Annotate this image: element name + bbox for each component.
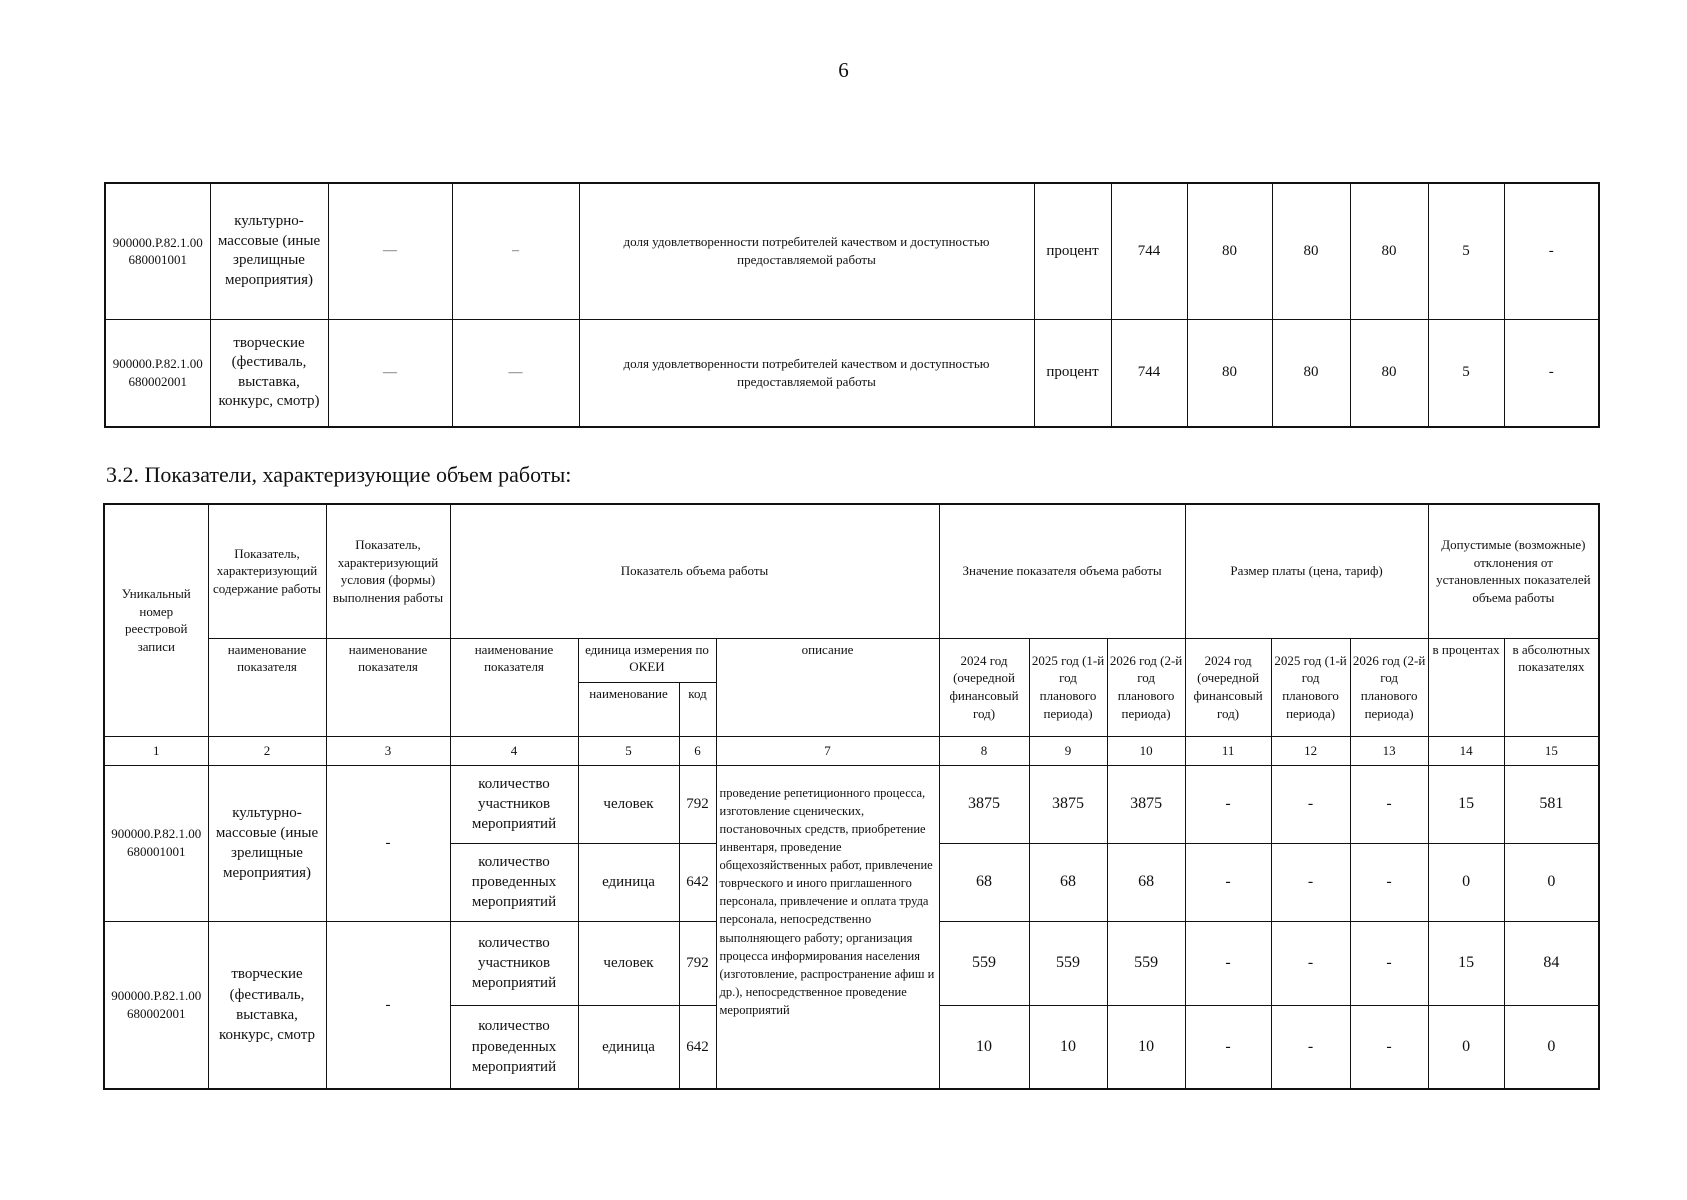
unit-name: процент	[1034, 319, 1111, 427]
fee-2026: -	[1350, 921, 1428, 1005]
deviation-percent: 5	[1428, 319, 1504, 427]
value-2024: 80	[1187, 183, 1272, 319]
value-2025: 68	[1029, 843, 1107, 921]
header-in-percent: в процентах	[1428, 638, 1504, 736]
value-2025: 80	[1272, 183, 1350, 319]
volume-indicator-name: количество участников мероприятий	[450, 921, 578, 1005]
okei-code: 744	[1111, 319, 1187, 427]
okei-code: 744	[1111, 183, 1187, 319]
header-year-2026: 2026 год (2-й год планового периода)	[1107, 638, 1185, 736]
value-2026: 80	[1350, 183, 1428, 319]
header-year-2025: 2025 год (1-й год планового периода)	[1029, 638, 1107, 736]
header-condition-indicator: Показатель, характеризующий условия (формы) выполнения работы	[326, 504, 450, 638]
column-number: 11	[1185, 736, 1271, 765]
fee-2024: -	[1185, 1005, 1271, 1089]
deviation-absolute: 84	[1504, 921, 1599, 1005]
value-2025: 80	[1272, 319, 1350, 427]
header-fee: Размер платы (цена, тариф)	[1185, 504, 1428, 638]
value-2026: 80	[1350, 319, 1428, 427]
condition-indicator: –	[452, 183, 579, 319]
content-indicator: творческие (фестиваль, выставка, конкурс, смотр)	[210, 319, 328, 427]
column-numbers-row	[104, 736, 1599, 765]
fee-2026: -	[1350, 1005, 1428, 1089]
volume-indicator-name: количество проведенных мероприятий	[450, 843, 578, 921]
header-volume-indicator: Показатель объема работы	[450, 504, 939, 638]
header-row	[104, 504, 1599, 638]
deviation-percent: 5	[1428, 183, 1504, 319]
fee-2025: -	[1271, 843, 1350, 921]
quality-indicators-table	[104, 182, 1600, 428]
value-2026: 68	[1107, 843, 1185, 921]
header-name-indicator: наименование показателя	[326, 638, 450, 736]
section-title: 3.2. Показатели, характеризующие объем работы:	[106, 462, 572, 487]
unit-name: человек	[578, 921, 679, 1005]
header-content-indicator: Показатель, характеризующий содержание работы	[208, 504, 326, 638]
okei-code: 642	[679, 843, 716, 921]
header-okei-unit: единица измерения по ОКЕИ	[578, 638, 716, 682]
page-number: 6	[838, 58, 849, 82]
value-2024: 80	[1187, 319, 1272, 427]
header-row	[104, 638, 1599, 682]
table-row	[104, 765, 1599, 843]
fee-2024: -	[1185, 921, 1271, 1005]
value-2026: 10	[1107, 1005, 1185, 1089]
value-2024: 68	[939, 843, 1029, 921]
header-okei-code: код	[679, 682, 716, 736]
deviation-absolute: -	[1504, 183, 1599, 319]
condition-indicator: —	[452, 319, 579, 427]
unit-name: человек	[578, 765, 679, 843]
column-number: 4	[450, 736, 578, 765]
content-indicator: творческие (фестиваль, выставка, конкурс, смотр	[208, 921, 326, 1089]
column-number: 1	[104, 736, 208, 765]
column-number: 10	[1107, 736, 1185, 765]
fee-2024: -	[1185, 843, 1271, 921]
value-2024: 3875	[939, 765, 1029, 843]
fee-2025: -	[1271, 921, 1350, 1005]
column-number: 3	[326, 736, 450, 765]
unit-name: единица	[578, 843, 679, 921]
fee-2026: -	[1350, 765, 1428, 843]
registry-code: 900000.Р.82.1.00 680001001	[104, 765, 208, 921]
deviation-percent: 15	[1428, 921, 1504, 1005]
content-indicator: культурно-массовые (иные зрелищные мероприятия)	[210, 183, 328, 319]
header-fee-2024: 2024 год (очередной финансовый год)	[1185, 638, 1271, 736]
header-okei-name: наименование	[578, 682, 679, 736]
header-name-indicator: наименование показателя	[450, 638, 578, 736]
deviation-percent: 15	[1428, 765, 1504, 843]
header-volume-value: Значение показателя объема работы	[939, 504, 1185, 638]
column-number: 8	[939, 736, 1029, 765]
column-number: 14	[1428, 736, 1504, 765]
registry-code: 900000.Р.82.1.00 680002001	[104, 921, 208, 1089]
fee-2025: -	[1271, 1005, 1350, 1089]
fee-2026: -	[1350, 843, 1428, 921]
condition-indicator: -	[326, 921, 450, 1089]
header-unique-number: Уникальный номер реестровой записи	[104, 504, 208, 736]
condition-indicator: -	[326, 765, 450, 921]
header-description: описание	[716, 638, 939, 736]
deviation-absolute: 0	[1504, 1005, 1599, 1089]
column-number: 12	[1271, 736, 1350, 765]
table-row	[105, 183, 1599, 319]
column-number: 9	[1029, 736, 1107, 765]
header-fee-2026: 2026 год (2-й год планового периода)	[1350, 638, 1428, 736]
column-number: 5	[578, 736, 679, 765]
work-description: проведение репетиционного процесса, изготовление сценических, постановочных средств, приобретение инвентаря, проведение общехозяйственных работ, привлечение товрческого и иного приглашенного персонала, привлечение и оплата труда персонала, непосредственно выполняющего работу; организация процесса информирования населения (изготовление, распространение афиш и др.), непосредственное проведение мероприятий	[716, 765, 939, 1089]
volume-indicator-name: количество участников мероприятий	[450, 765, 578, 843]
deviation-percent: 0	[1428, 843, 1504, 921]
registry-code: 900000.Р.82.1.00 680002001	[105, 319, 210, 427]
value-2025: 559	[1029, 921, 1107, 1005]
header-in-absolute: в абсолютных показателях	[1504, 638, 1599, 736]
value-2025: 10	[1029, 1005, 1107, 1089]
table-row	[105, 319, 1599, 427]
registry-code: 900000.Р.82.1.00 680001001	[105, 183, 210, 319]
deviation-absolute: 0	[1504, 843, 1599, 921]
quality-indicator-name: доля удовлетворенности потребителей качеством и доступностью предоставляемой работы	[579, 319, 1034, 427]
header-deviations: Допустимые (возможные) отклонения от установленных показателей объема работы	[1428, 504, 1599, 638]
column-number: 13	[1350, 736, 1428, 765]
column-number: 15	[1504, 736, 1599, 765]
deviation-percent: 0	[1428, 1005, 1504, 1089]
content-indicator: культурно-массовые (иные зрелищные мероприятия)	[208, 765, 326, 921]
fee-2024: -	[1185, 765, 1271, 843]
volume-indicators-table	[103, 503, 1600, 1090]
deviation-absolute: -	[1504, 319, 1599, 427]
unit-name: единица	[578, 1005, 679, 1089]
column-number: 2	[208, 736, 326, 765]
unit-name: процент	[1034, 183, 1111, 319]
fee-2025: -	[1271, 765, 1350, 843]
deviation-absolute: 581	[1504, 765, 1599, 843]
okei-code: 642	[679, 1005, 716, 1089]
value-2024: 10	[939, 1005, 1029, 1089]
okei-code: 792	[679, 765, 716, 843]
header-name-indicator: наименование показателя	[208, 638, 326, 736]
column-number: 7	[716, 736, 939, 765]
value-2025: 3875	[1029, 765, 1107, 843]
quality-indicator-name: доля удовлетворенности потребителей качеством и доступностью предоставляемой работы	[579, 183, 1034, 319]
value-2026: 559	[1107, 921, 1185, 1005]
header-year-2024: 2024 год (очередной финансовый год)	[939, 638, 1029, 736]
column-number: 6	[679, 736, 716, 765]
condition-indicator: —	[328, 183, 452, 319]
condition-indicator: —	[328, 319, 452, 427]
value-2024: 559	[939, 921, 1029, 1005]
value-2026: 3875	[1107, 765, 1185, 843]
header-fee-2025: 2025 год (1-й год планового периода)	[1271, 638, 1350, 736]
okei-code: 792	[679, 921, 716, 1005]
volume-indicator-name: количество проведенных мероприятий	[450, 1005, 578, 1089]
